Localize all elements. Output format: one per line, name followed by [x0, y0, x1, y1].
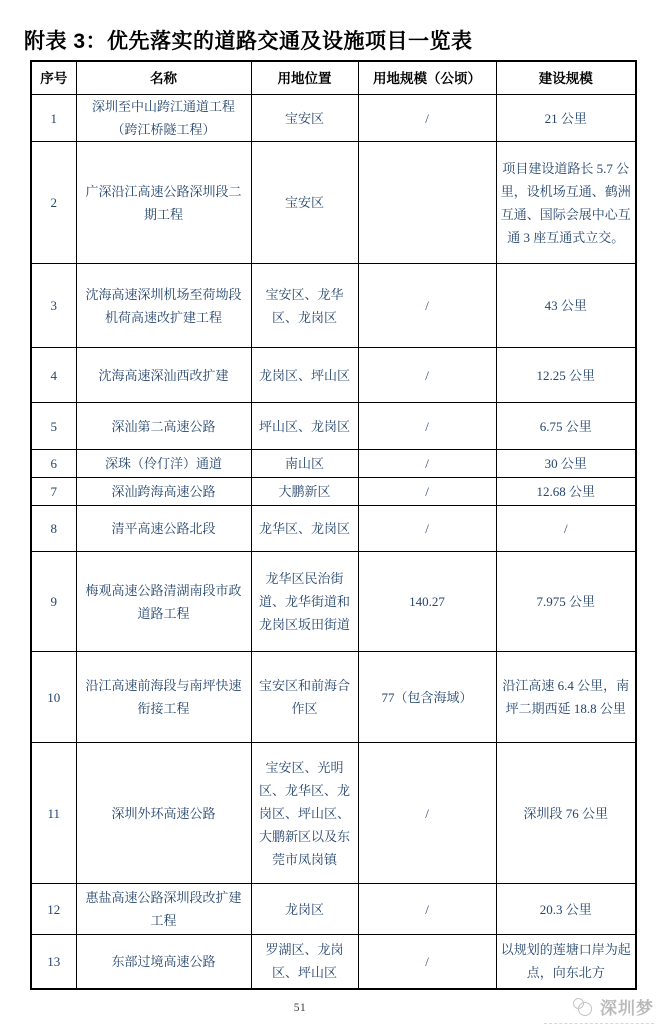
cell-no: 1 [31, 95, 76, 142]
watermark-logo-icon [573, 998, 593, 1016]
cell-name: 广深沿江高速公路深圳段二期工程 [76, 142, 251, 264]
cell-location: 罗湖区、龙岗区、坪山区 [251, 935, 358, 989]
cell-no: 13 [31, 935, 76, 989]
cell-land-area: / [358, 450, 496, 478]
cell-name: 深珠（伶仃洋）通道 [76, 450, 251, 478]
cell-no: 11 [31, 743, 76, 884]
cell-land-area: / [358, 95, 496, 142]
table-row [31, 743, 636, 884]
cell-no: 9 [31, 552, 76, 652]
cell-land-area: / [358, 884, 496, 935]
cell-name: 清平高速公路北段 [76, 506, 251, 552]
table-row [31, 652, 636, 743]
cell-name: 沿江高速前海段与南坪快速衔接工程 [76, 652, 251, 743]
table-row [31, 264, 636, 348]
cell-build-scale: 6.75 公里 [496, 403, 636, 450]
cell-land-area: / [358, 506, 496, 552]
cell-location: 南山区 [251, 450, 358, 478]
col-header-build-scale: 建设规模 [496, 61, 636, 95]
cell-location: 宝安区 [251, 142, 358, 264]
cell-build-scale: 深圳段 76 公里 [496, 743, 636, 884]
projects-table [30, 60, 637, 990]
cell-location: 龙岗区 [251, 884, 358, 935]
cell-no: 5 [31, 403, 76, 450]
cell-land-area: / [358, 264, 496, 348]
page-number: 51 [293, 1002, 307, 1014]
cell-name: 深汕第二高速公路 [76, 403, 251, 450]
col-header-name: 名称 [76, 61, 251, 95]
cell-location: 宝安区和前海合作区 [251, 652, 358, 743]
cell-name: 惠盐高速公路深圳段改扩建工程 [76, 884, 251, 935]
cell-build-scale: 43 公里 [496, 264, 636, 348]
cell-no: 2 [31, 142, 76, 264]
cell-location: 龙华区、龙岗区 [251, 506, 358, 552]
cell-location: 龙华区民治街道、龙华街道和龙岗区坂田街道 [251, 552, 358, 652]
table-row [31, 935, 636, 989]
col-header-location: 用地位置 [251, 61, 358, 95]
cell-location: 坪山区、龙岗区 [251, 403, 358, 450]
cell-name: 东部过境高速公路 [76, 935, 251, 989]
cell-name: 梅观高速公路清湖南段市政道路工程 [76, 552, 251, 652]
table-row [31, 884, 636, 935]
cell-no: 7 [31, 478, 76, 506]
watermark [544, 994, 654, 1024]
cell-build-scale: 12.25 公里 [496, 348, 636, 403]
table-row [31, 142, 636, 264]
cell-land-area: / [358, 478, 496, 506]
cell-name: 沈海高速深汕西改扩建 [76, 348, 251, 403]
cell-build-scale: 12.68 公里 [496, 478, 636, 506]
cell-land-area: / [358, 935, 496, 989]
cell-no: 10 [31, 652, 76, 743]
cell-no: 6 [31, 450, 76, 478]
cell-location: 宝安区、龙华区、龙岗区 [251, 264, 358, 348]
cell-land-area [358, 142, 496, 264]
col-header-no: 序号 [31, 61, 76, 95]
table-row [31, 478, 636, 506]
table-row [31, 403, 636, 450]
cell-name: 沈海高速深圳机场至荷坳段机荷高速改扩建工程 [76, 264, 251, 348]
table-row [31, 506, 636, 552]
cell-name: 深圳至中山跨江通道工程（跨江桥隧工程） [76, 95, 251, 142]
table-row [31, 552, 636, 652]
cell-build-scale: 21 公里 [496, 95, 636, 142]
cell-build-scale: / [496, 506, 636, 552]
cell-build-scale: 沿江高速 6.4 公里，南坪二期西延 18.8 公里 [496, 652, 636, 743]
table-header-row [31, 61, 636, 95]
watermark-label: 深圳梦 [600, 999, 654, 1018]
cell-no: 8 [31, 506, 76, 552]
cell-build-scale: 项目建设道路长 5.7 公里，设机场互通、鹤洲互通、国际会展中心互通 3 座互通式立交。 [496, 142, 636, 264]
cell-build-scale: 7.975 公里 [496, 552, 636, 652]
cell-no: 3 [31, 264, 76, 348]
cell-land-area: 140.27 [358, 552, 496, 652]
cell-no: 4 [31, 348, 76, 403]
cell-build-scale: 以规划的莲塘口岸为起点，向东北方 [496, 935, 636, 989]
cell-location: 宝安区 [251, 95, 358, 142]
page-title: 附表 3：优先落实的道路交通及设施项目一览表 [24, 30, 473, 53]
cell-name: 深汕跨海高速公路 [76, 478, 251, 506]
cell-land-area: / [358, 403, 496, 450]
cell-location: 龙岗区、坪山区 [251, 348, 358, 403]
cell-name: 深圳外环高速公路 [76, 743, 251, 884]
cell-land-area: 77（包含海域） [358, 652, 496, 743]
cell-land-area: / [358, 348, 496, 403]
table-row [31, 95, 636, 142]
cell-location: 宝安区、光明区、龙华区、龙岗区、坪山区、大鹏新区以及东莞市凤岗镇 [251, 743, 358, 884]
cell-land-area: / [358, 743, 496, 884]
cell-build-scale: 30 公里 [496, 450, 636, 478]
table-row [31, 348, 636, 403]
col-header-land-area: 用地规模（公顷） [358, 61, 496, 95]
table-row [31, 450, 636, 478]
cell-location: 大鹏新区 [251, 478, 358, 506]
cell-no: 12 [31, 884, 76, 935]
cell-build-scale: 20.3 公里 [496, 884, 636, 935]
